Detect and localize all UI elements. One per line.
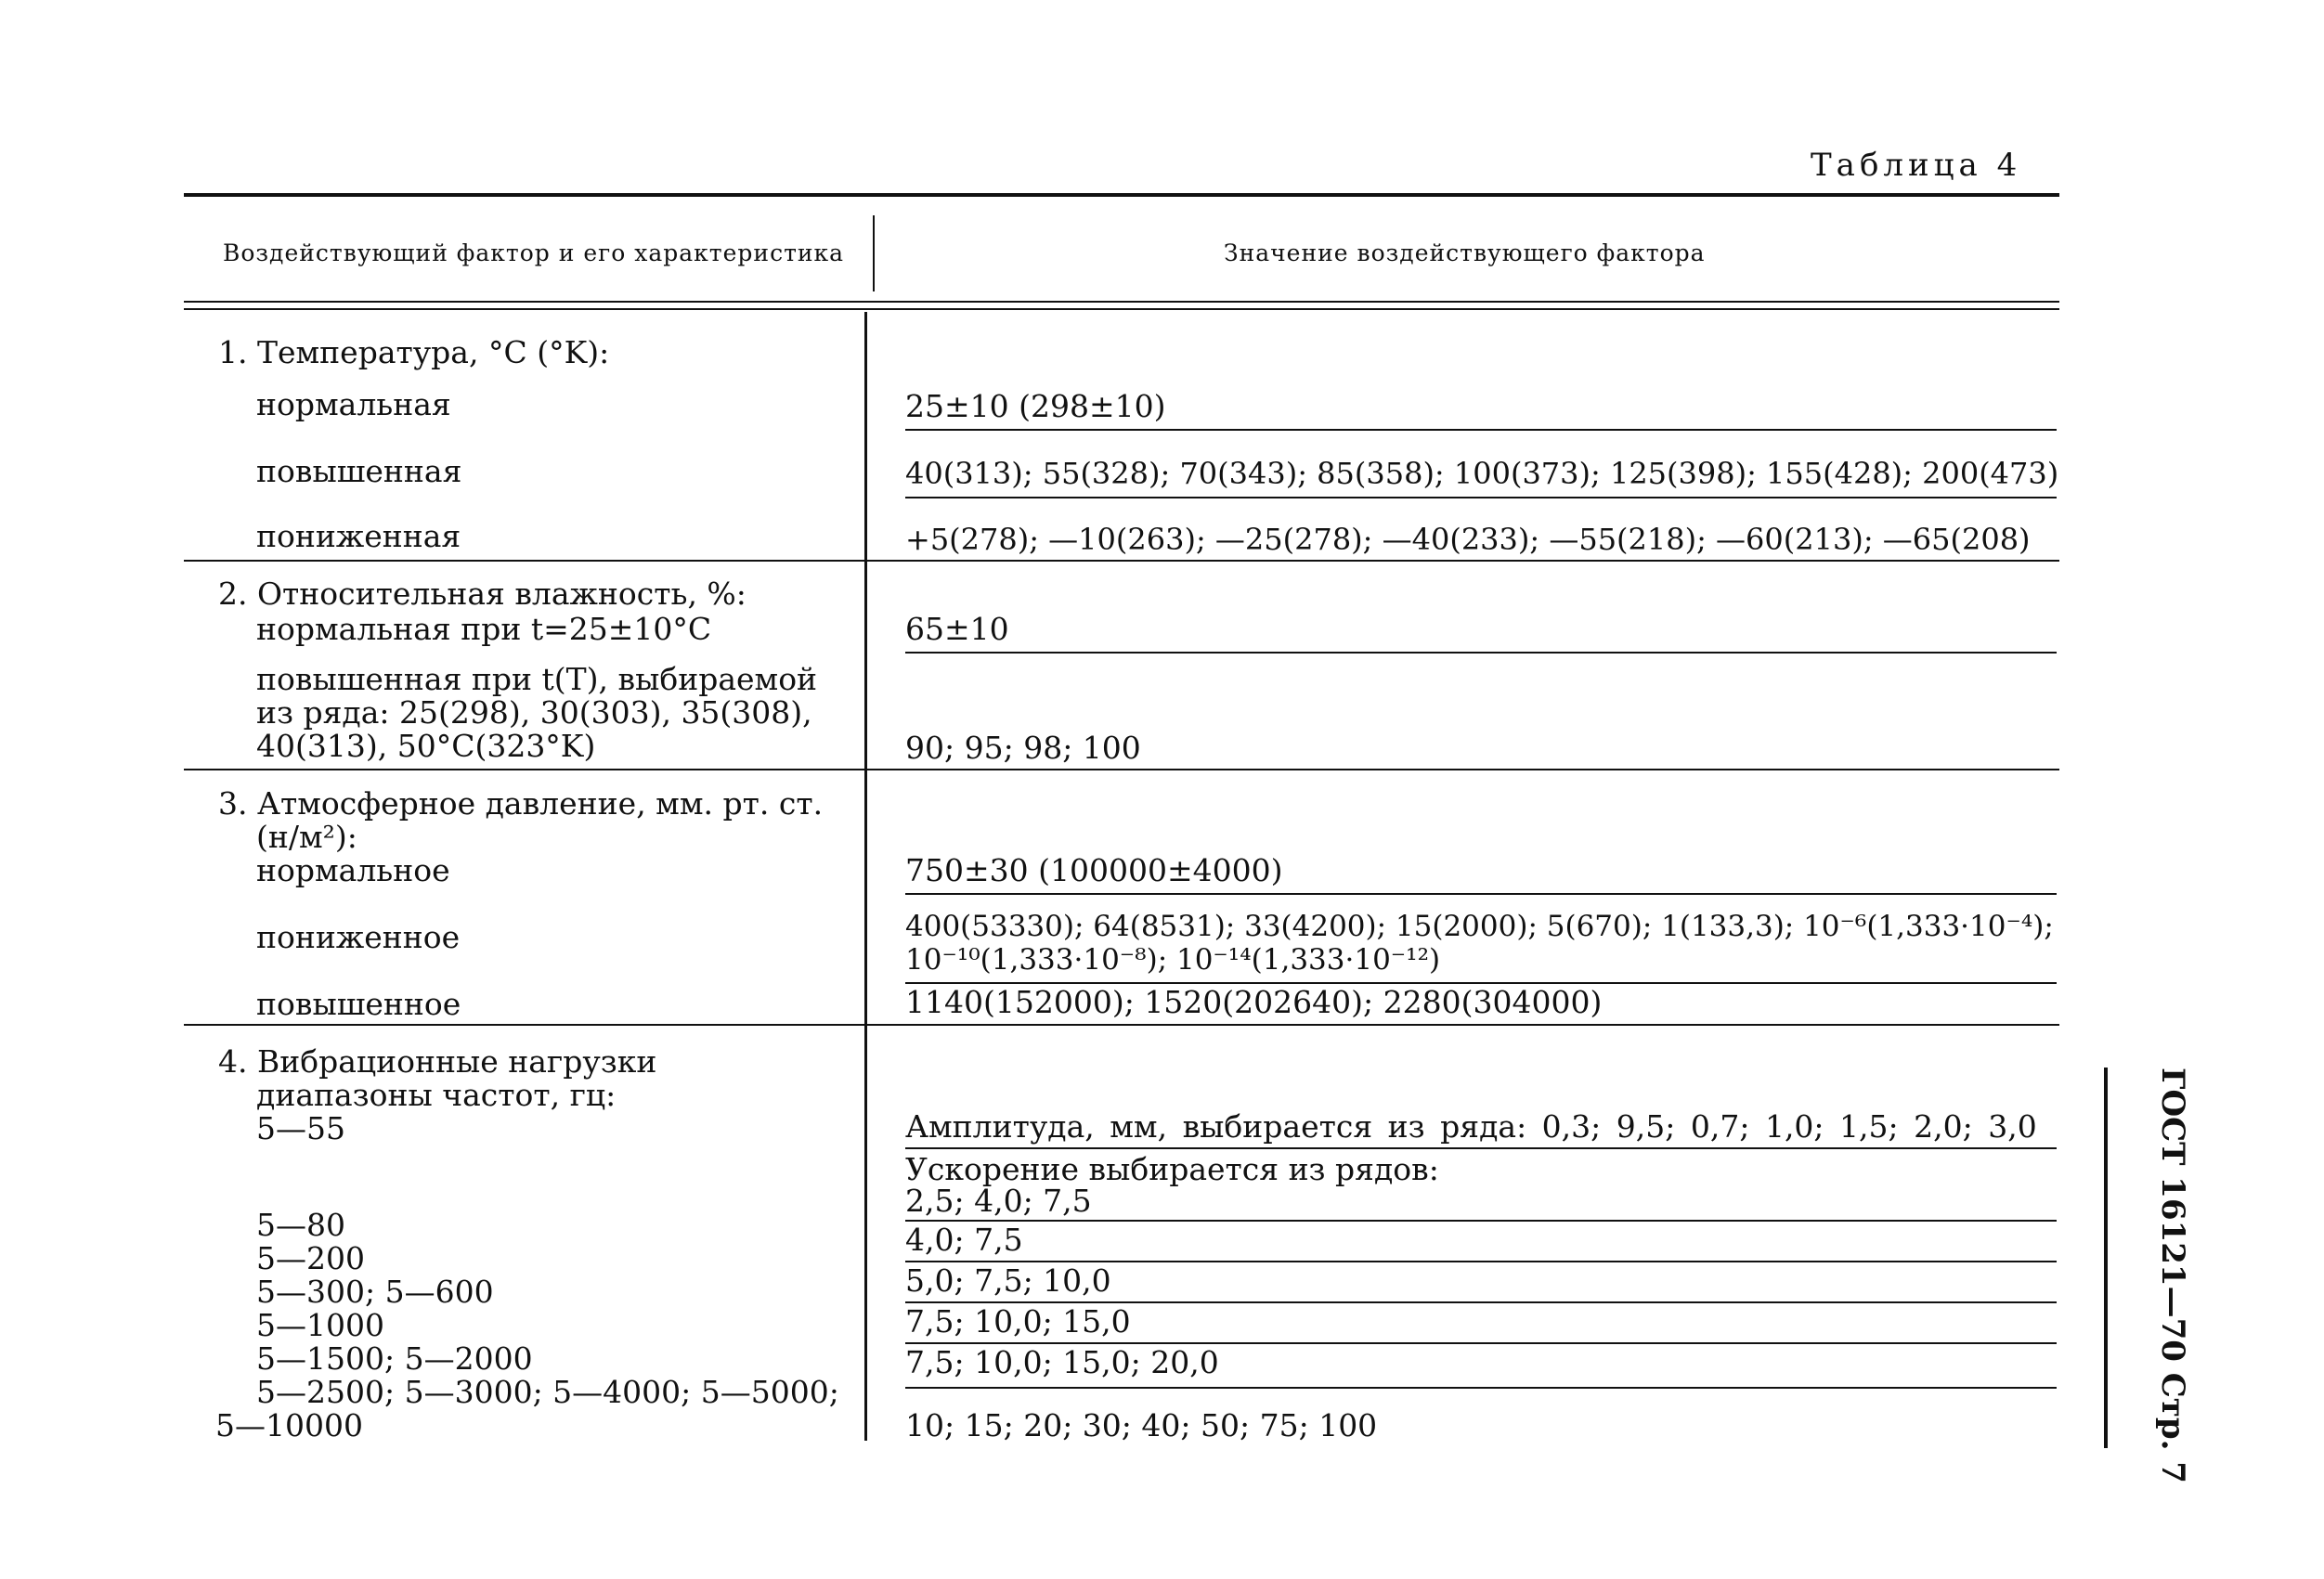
temperature-row-separator xyxy=(905,429,2057,431)
vibration-value: 2,5; 4,0; 7,5 xyxy=(905,1183,1092,1219)
temperature-label: 1. Температура, °C (°K): xyxy=(218,334,610,370)
section-rule xyxy=(184,769,2059,770)
humidity-elevated-label-2: из ряда: 25(298), 30(303), 35(308), xyxy=(256,694,812,731)
vibration-label-2: диапазоны частот, гц: xyxy=(256,1077,617,1113)
temperature-elevated-label: повышенная xyxy=(256,453,462,489)
humidity-normal-label: нормальная при t=25±10°C xyxy=(256,611,712,647)
vibration-range: 5—1000 xyxy=(256,1307,384,1343)
table-title: Таблица 4 xyxy=(1811,147,2022,184)
temperature-lowered-value: +5(278); —10(263); —25(278); —40(233); —55(218); —60(213); —65(208) xyxy=(905,522,2031,557)
top-rule xyxy=(184,193,2059,197)
vibration-value: 4,0; 7,5 xyxy=(905,1222,1023,1258)
humidity-label: 2. Относительная влажность, %: xyxy=(218,576,747,612)
temperature-row-separator xyxy=(905,497,2057,498)
pressure-elevated-label: повышенное xyxy=(256,986,461,1022)
pressure-label-1: 3. Атмосферное давление, мм. рт. ст. xyxy=(218,785,824,822)
section-rule xyxy=(184,560,2059,562)
header-divider xyxy=(873,215,875,291)
column-divider xyxy=(864,312,867,1441)
temperature-lowered-label: пониженная xyxy=(256,518,461,554)
vibration-value: 10; 15; 20; 30; 40; 50; 75; 100 xyxy=(905,1407,1378,1443)
header-bottom-rule-2 xyxy=(184,308,2059,310)
vibration-row-separator xyxy=(905,1387,2057,1389)
vibration-range: 5—200 xyxy=(256,1240,365,1276)
vibration-value: 7,5; 10,0; 15,0; 20,0 xyxy=(905,1344,1219,1380)
pressure-row-separator xyxy=(905,893,2057,895)
vibration-range-1: 5—2500; 5—3000; 5—4000; 5—5000; xyxy=(256,1374,839,1410)
side-caption-wrap xyxy=(2152,1068,2191,1483)
humidity-normal-value: 65±10 xyxy=(905,611,1009,647)
vibration-amplitude: Амплитуда, мм, выбирается из ряда: 0,3; 9,5; 0,7; 1,0; 1,5; 2,0; 3,0 xyxy=(905,1108,2037,1145)
section-rule xyxy=(184,1024,2059,1026)
vibration-range-2: 5—10000 xyxy=(215,1407,363,1443)
vibration-range: 5—1500; 5—2000 xyxy=(256,1340,533,1377)
vibration-row-separator xyxy=(905,1147,2057,1149)
pressure-lowered-label: пониженное xyxy=(256,919,461,955)
pressure-lowered-value-2: 10⁻¹⁰(1,333·10⁻⁸); 10⁻¹⁴(1,333·10⁻¹²) xyxy=(905,943,1441,977)
vibration-value: 5,0; 7,5; 10,0 xyxy=(905,1262,1111,1299)
side-caption: ГОСТ 16121—70 Стр. 7 xyxy=(2154,1068,2191,1483)
humidity-row-separator xyxy=(905,652,2057,654)
pressure-normal-value: 750±30 (100000±4000) xyxy=(905,852,1283,888)
vibration-range: 5—55 xyxy=(256,1110,345,1146)
temperature-elevated-value: 40(313); 55(328); 70(343); 85(358); 100(373); 125(398); 155(428); 200(473) xyxy=(905,456,2059,491)
pressure-normal-label: нормальное xyxy=(256,852,450,888)
pressure-elevated-value: 1140(152000); 1520(202640); 2280(304000) xyxy=(905,984,1603,1020)
humidity-elevated-value: 90; 95; 98; 100 xyxy=(905,730,1141,766)
vibration-label-1: 4. Вибрационные нагрузки xyxy=(218,1043,657,1080)
side-caption-rule xyxy=(2104,1068,2108,1448)
vibration-accel-intro: Ускорение выбирается из рядов: xyxy=(905,1151,1439,1187)
humidity-elevated-label-1: повышенная при t(T), выбираемой xyxy=(256,661,818,697)
vibration-value: 7,5; 10,0; 15,0 xyxy=(905,1303,1131,1340)
header-col1: Воздействующий фактор и его характеристика xyxy=(223,239,845,266)
temperature-normal-value: 25±10 (298±10) xyxy=(905,388,1166,424)
vibration-range: 5—300; 5—600 xyxy=(256,1274,494,1310)
temperature-normal-label: нормальная xyxy=(256,386,451,422)
pressure-label-2: (н/м²): xyxy=(256,819,357,855)
vibration-row-separator xyxy=(905,1220,2057,1222)
humidity-elevated-label-3: 40(313), 50°C(323°K) xyxy=(256,728,596,764)
pressure-lowered-value-1: 400(53330); 64(8531); 33(4200); 15(2000); 5(670); 1(133,3); 10⁻⁶(1,333·10⁻⁴); xyxy=(905,910,2054,943)
vibration-range: 5—80 xyxy=(256,1207,345,1243)
header-bottom-rule-1 xyxy=(184,301,2059,303)
header-col2: Значение воздействующего фактора xyxy=(1224,239,1706,266)
